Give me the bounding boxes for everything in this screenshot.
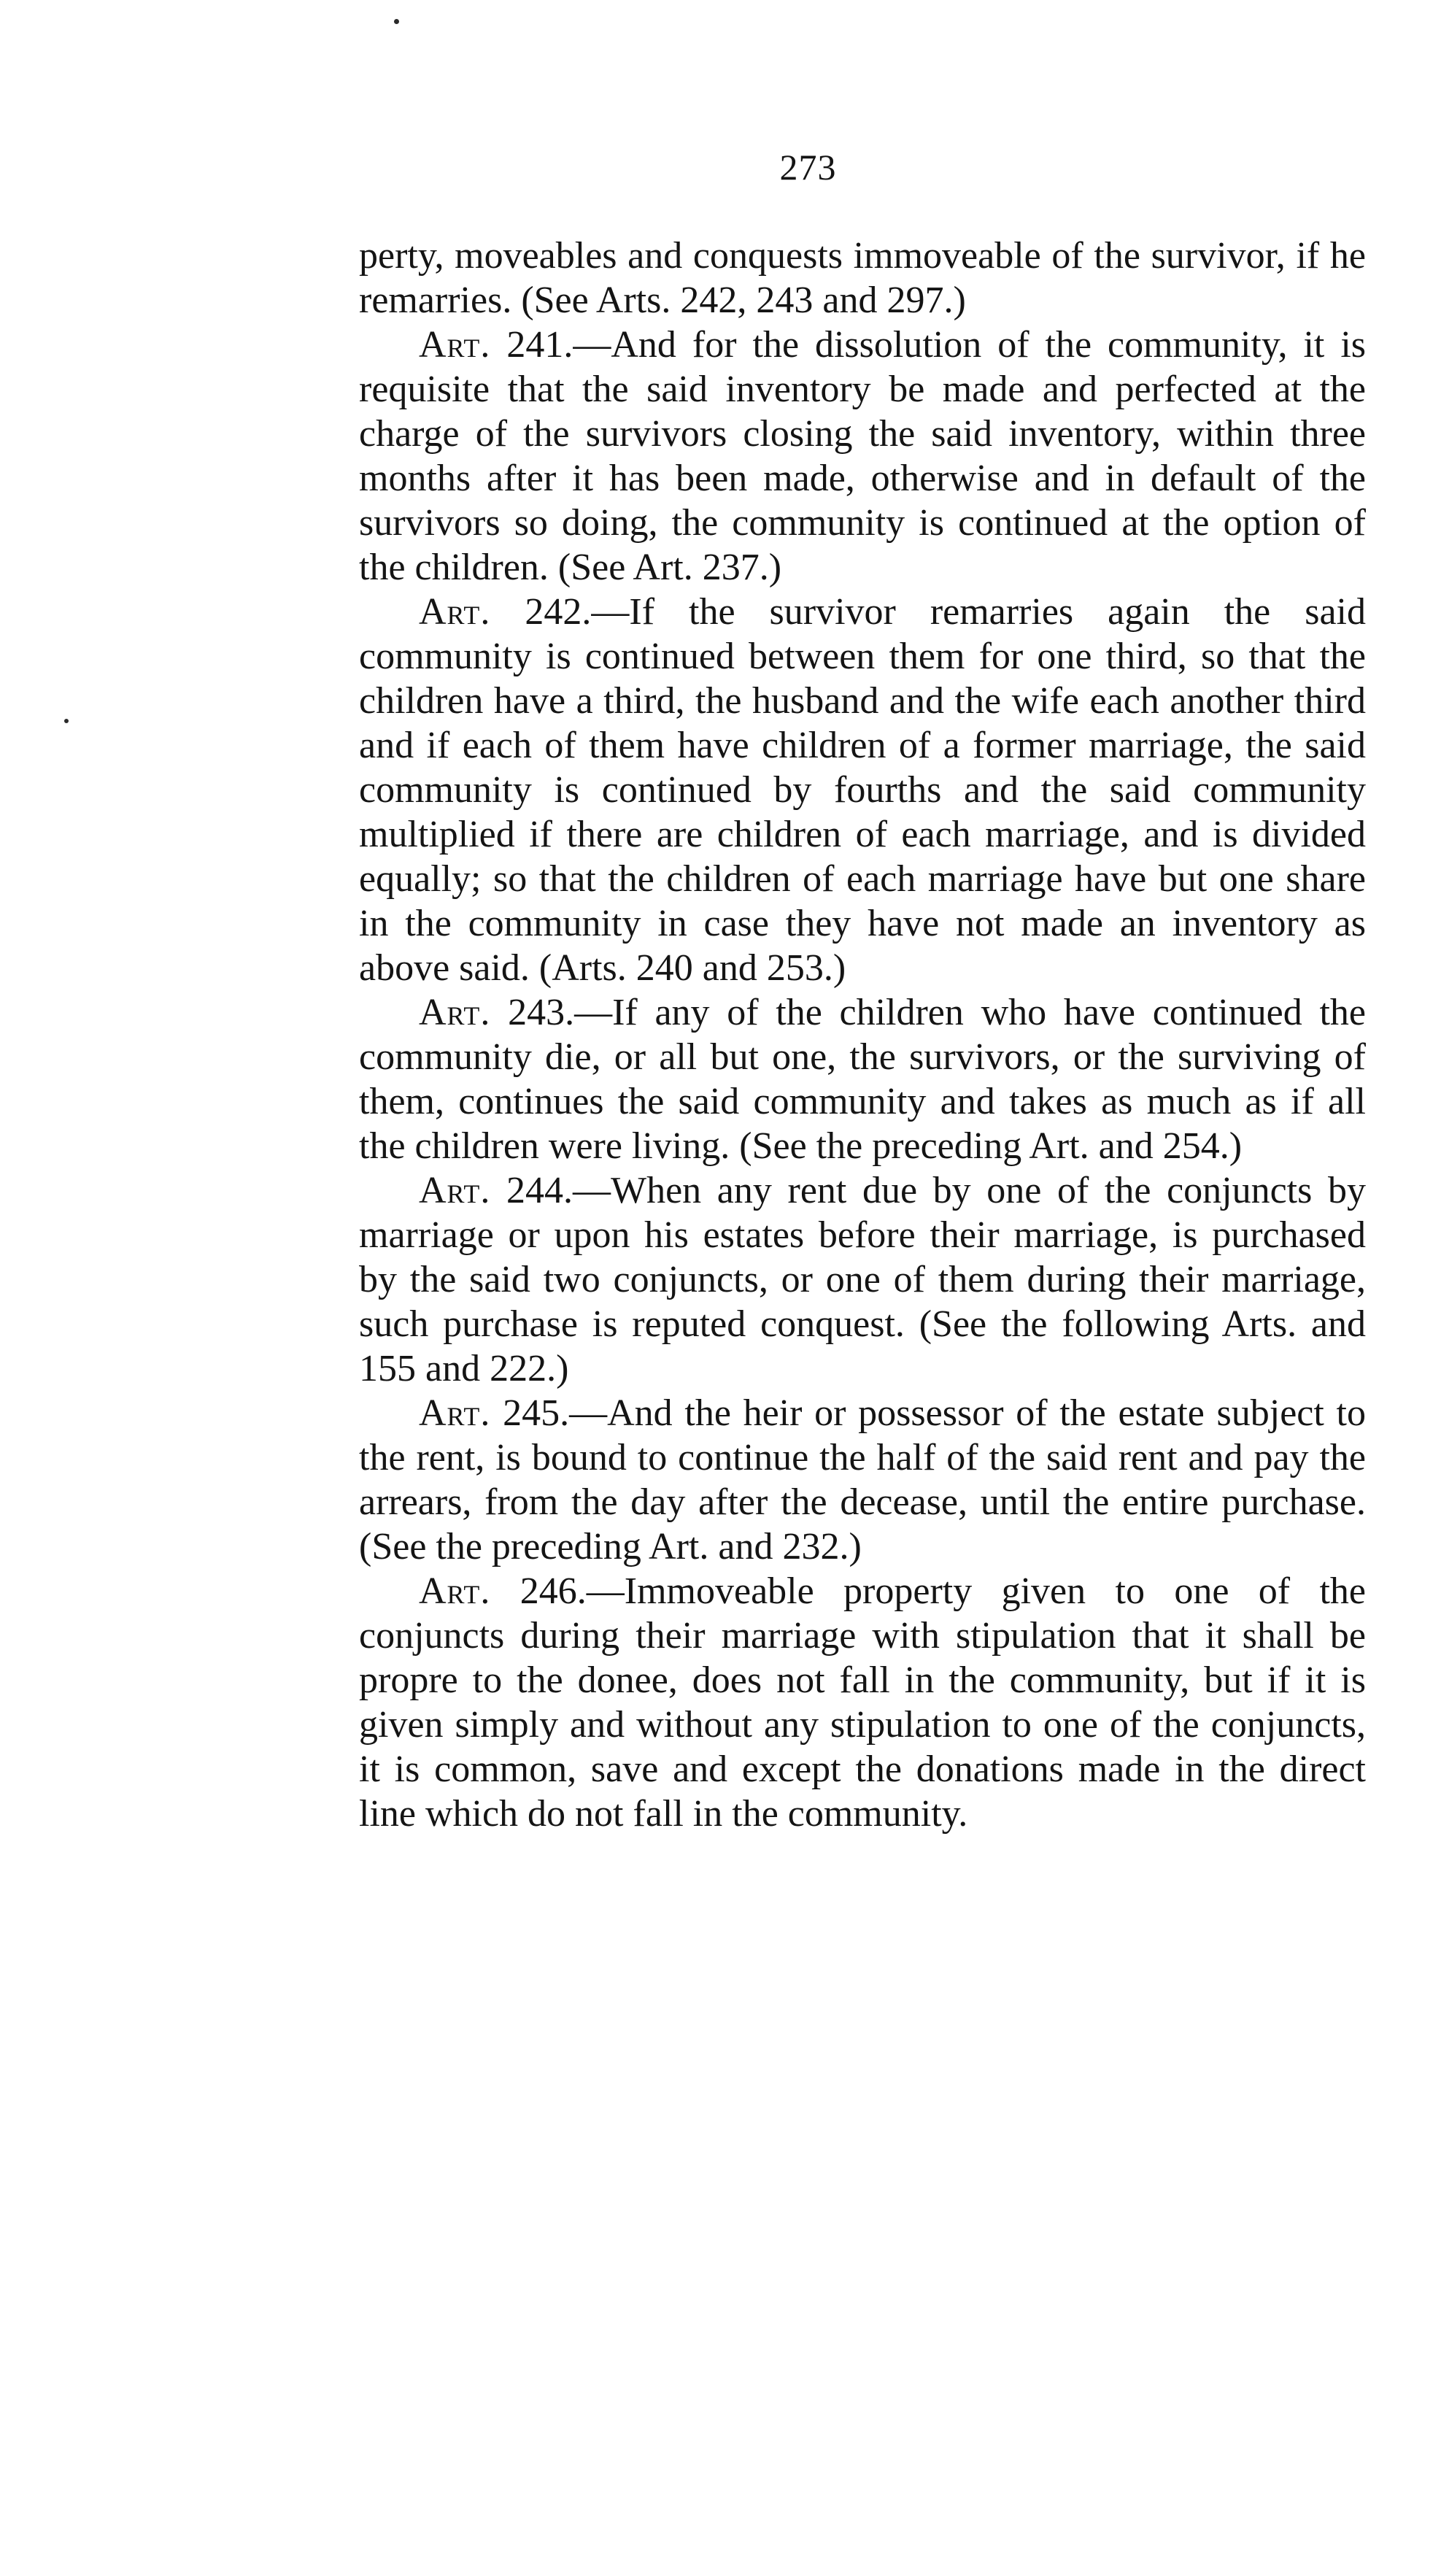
article-label: Art. (419, 1170, 491, 1211)
article-label: Art. (419, 324, 491, 366)
article-242 (359, 590, 1366, 990)
paragraph-continuation (359, 234, 1366, 323)
article-text: 244.—When any rent due by one of the conjuncts by marriage or upon his estates before their marriage, is purchased by the said two conjuncts, or one of them during their marriage, such purchase is reputed conquest. (See the following Arts. and 155 and 222.) (359, 1170, 1366, 1389)
page-body (359, 234, 1366, 1836)
article-text: 245.—And the heir or possessor of the estate subject to the rent, is bound to continue the half of the said rent and pay the arrears, from the day after the decease, until the entire purchase. (See the preceding Art. and 232.) (359, 1392, 1366, 1567)
article-244 (359, 1168, 1366, 1391)
article-245 (359, 1391, 1366, 1569)
article-text: 241.—And for the dissolution of the community, it is requisite that the said inventory be made and perfected at the charge of the survivors closing the said inventory, within three months after it has been made, otherwise and in default of the survivors so doing, the community is continued at the option of the children. (See Art. 237.) (359, 324, 1366, 588)
article-label: Art. (419, 1570, 491, 1612)
article-243 (359, 990, 1366, 1168)
article-text: 243.—If any of the children who have continued the community die, or all but one, the survivors, or the surviving of them, continues the said community and takes as much as if all the children were living. (See the preceding Art. and 254.) (359, 992, 1366, 1167)
article-text: 246.—Immoveable property given to one of the conjuncts during their marriage with stipulation that it shall be propre to the donee, does not fall in the community, but if it is given simply and without any stipulation to one of the conjuncts, it is common, save and except the donations made in the direct line which do not fall in the community. (359, 1570, 1366, 1835)
paragraph-text: perty, moveables and conquests immoveable of the survivor, if he remarries. (See Arts. 242, 243 and 297.) (359, 235, 1366, 321)
article-246 (359, 1569, 1366, 1836)
article-text: 242.—If the survivor remarries again the said community is continued between them for one third, so that the children have a third, the husband and the wife each another third and if each of them have children of a former marriage, the said community is continued by fourths and the said community multiplied if there are children of each marriage, and is divided equally; so that the children of each marriage have but one share in the community in case they have not made an inventory as above said. (Arts. 240 and 253.) (359, 591, 1366, 989)
ink-speck (64, 719, 69, 723)
page-number: 273 (779, 147, 837, 188)
article-241 (359, 323, 1366, 590)
ink-speck (394, 19, 399, 24)
article-label: Art. (419, 1392, 491, 1434)
article-label: Art. (419, 591, 491, 633)
article-label: Art. (419, 992, 491, 1033)
